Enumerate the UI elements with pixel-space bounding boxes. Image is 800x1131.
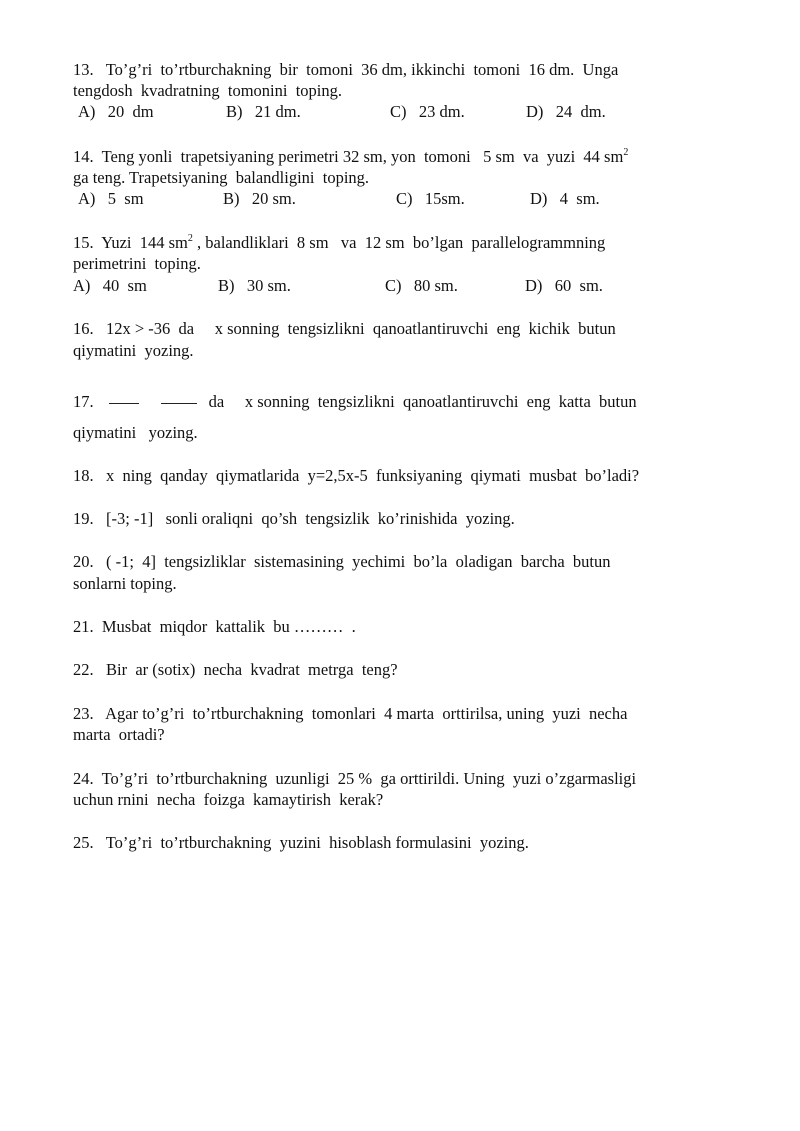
question-14-text: 14. Teng yonli trapetsiyaning perimetri 32 sm, yon tomoni 5 sm va yuzi 44 sm [73,147,624,166]
question-15-option-a: A) 40 sm [73,276,147,295]
question-15-line-2: perimetrini toping. [73,254,201,273]
question-25-line-1: 25. To’g’ri to’rtburchakning yuzini hisoblash formulasini yozing. [73,833,529,852]
question-14-option-c: C) 15sm. [396,189,465,208]
question-13-option-d: D) 24 dm. [526,102,606,121]
question-16-line-2: qiymatini yozing. [73,341,194,360]
question-13-option-a: A) 20 dm [78,102,154,121]
question-15-text-b: , balandliklari 8 sm va 12 sm bo’lgan parallelogrammning [192,233,606,252]
question-13-line-2: tengdosh kvadratning tomonini toping. [73,81,343,100]
question-15-option-c: C) 80 sm. [385,276,458,295]
question-15-option-d: D) 60 sm. [525,276,603,295]
question-15-option-b: B) 30 sm. [218,276,291,295]
question-14-option-d: D) 4 sm. [530,189,600,208]
question-17-text: da x sonning tengsizlikni qanoatlantiruvchi eng katta butun [208,392,637,411]
question-14-line-1 [73,147,628,167]
question-24-line-1: 24. To’g’ri to’rtburchakning uzunligi 25 % ga orttirildi. Uning yuzi o’zgarmasligi [73,769,637,788]
question-13-option-b: B) 21 dm. [226,102,301,121]
question-23-line-2: marta ortadi? [73,725,165,744]
question-23-line-1: 23. Agar to’g’ri to’rtburchakning tomonlari 4 marta orttirilsa, uning yuzi necha [73,704,628,723]
question-19-line-1: 19. [-3; -1] sonli oraliqni qo’sh tengsizlik ko’rinishida yozing. [73,509,515,528]
question-18-line-1: 18. x ning qanday qiymatlarida y=2,5x-5 funksiyaning qiymati musbat bo’ladi? [73,466,640,485]
question-14-option-b: B) 20 sm. [223,189,296,208]
question-15-text-a: 15. Yuzi 144 sm [73,233,188,252]
question-13-line-1: 13. To’g’ri to’rtburchakning bir tomoni 36 dm, ikkinchi tomoni 16 dm. Unga [73,60,619,79]
question-17-line-1 [73,392,637,412]
question-15-line-1 [73,233,605,253]
question-21-line-1: 21. Musbat miqdor kattalik bu ……… . [73,617,356,636]
fraction-bar-right [161,403,197,404]
question-14-option-a: A) 5 sm [78,189,144,208]
question-15-exponent: 2 [187,233,193,244]
question-24-line-2: uchun rnini necha foizga kamaytirish kerak? [73,790,384,809]
question-16-line-1: 16. 12x > -36 da x sonning tengsizlikni qanoatlantiruvchi eng kichik butun [73,319,616,338]
question-13-option-c: C) 23 dm. [390,102,465,121]
fraction-bar-left [109,403,139,404]
question-22-line-1: 22. Bir ar (sotix) necha kvadrat metrga teng? [73,660,398,679]
question-14-exponent: 2 [623,147,629,158]
question-17-number: 17. [73,392,94,411]
question-20-line-1: 20. ( -1; 4] tengsizliklar sistemasining yechimi bo’la oladigan barcha butun [73,552,611,571]
question-20-line-2: sonlarni toping. [73,574,177,593]
question-14-line-2: ga teng. Trapetsiyaning balandligini toping. [73,168,370,187]
question-17-line-2: qiymatini yozing. [73,423,198,442]
